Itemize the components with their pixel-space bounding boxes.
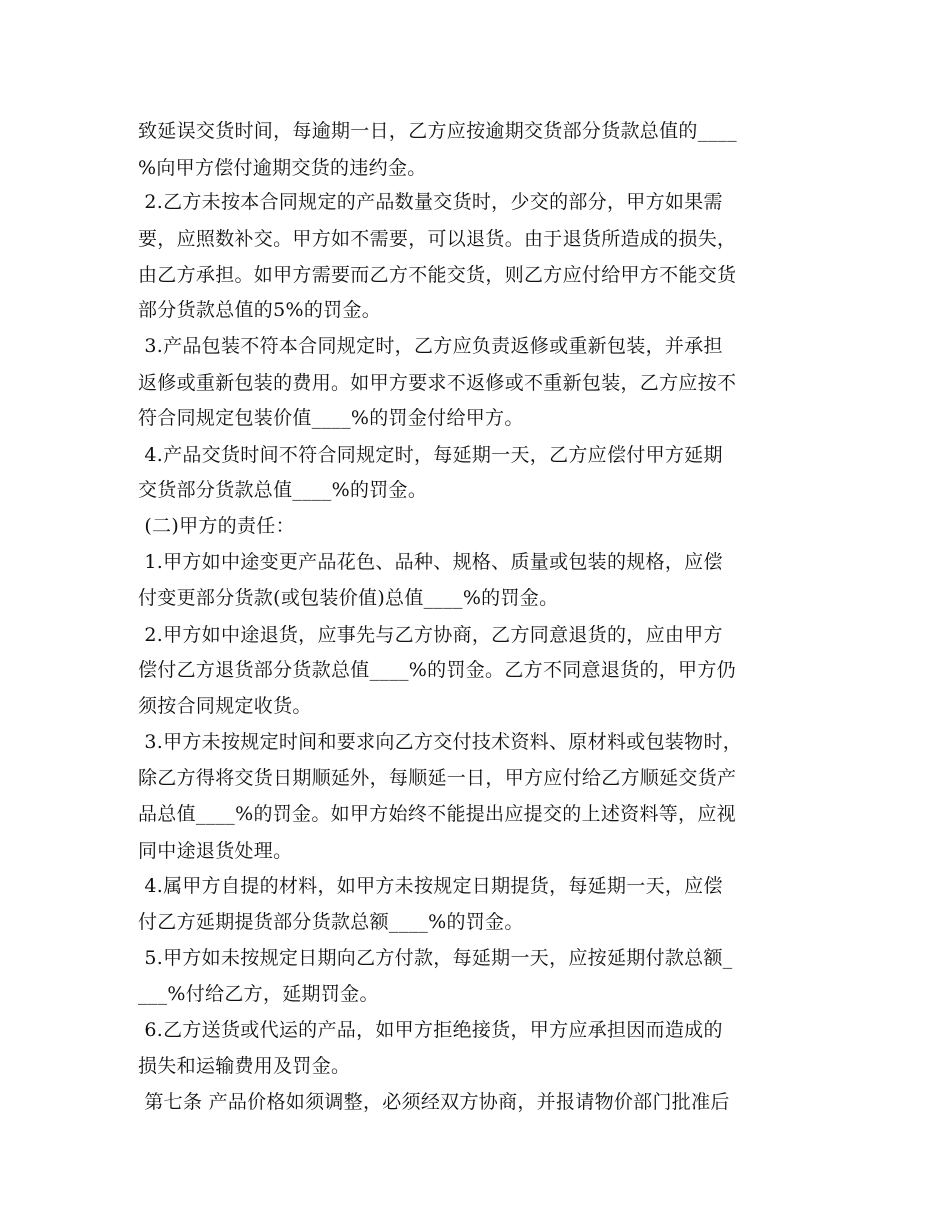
text-line: 4.属甲方自提的材料，如甲方未按规定日期提货，每延期一天，应偿 bbox=[138, 875, 723, 897]
text-line: 2.乙方未按本合同规定的产品数量交货时，少交的部分，甲方如果需 bbox=[138, 191, 723, 213]
text-line: 交货部分货款总值____%的罚金。 bbox=[138, 479, 428, 501]
text-line: 除乙方得将交货日期顺延外，每顺延一日，甲方应付给乙方顺延交货产 bbox=[138, 767, 737, 789]
text-line: 品总值____%的罚金。如甲方始终不能提出应提交的上述资料等，应视 bbox=[138, 803, 736, 825]
text-line: 3.甲方未按规定时间和要求向乙方交付技术资料、原材料或包装物时， bbox=[138, 731, 743, 753]
text-line: 损失和运输费用及罚金。 bbox=[138, 1055, 351, 1077]
text-line: ___%付给乙方，延期罚金。 bbox=[138, 983, 379, 1005]
article-heading-line: 第七条 产品价格如须调整，必须经双方协商，并报请物价部门批准后 bbox=[138, 1091, 730, 1113]
text-line: %向甲方偿付逾期交货的违约金。 bbox=[138, 157, 427, 179]
text-line: 付乙方延期提货部分货款总额____%的罚金。 bbox=[138, 911, 524, 933]
text-line: 部分货款总值的5%的罚金。 bbox=[138, 299, 382, 321]
section-heading: (二)甲方的责任： bbox=[138, 515, 295, 537]
text-line: 致延误交货时间，每逾期一日，乙方应按逾期交货部分货款总值的____ bbox=[138, 120, 737, 142]
text-line: 符合同规定包装价值____%的罚金付给甲方。 bbox=[138, 407, 524, 429]
text-line: 5.甲方如未按规定日期向乙方付款，每延期一天，应按延期付款总额_ bbox=[138, 947, 733, 969]
text-line: 返修或重新包装的费用。如甲方要求不返修或不重新包装，乙方应按不 bbox=[138, 372, 737, 394]
text-line: 1.甲方如中途变更产品花色、品种、规格、质量或包装的规格，应偿 bbox=[138, 551, 723, 573]
text-line: 6.乙方送货或代运的产品，如甲方拒绝接货，甲方应承担因而造成的 bbox=[138, 1019, 723, 1041]
text-line: 须按合同规定收货。 bbox=[138, 695, 312, 717]
text-line: 由乙方承担。如甲方需要而乙方不能交货，则乙方应付给甲方不能交货 bbox=[138, 264, 737, 286]
text-line: 要，应照数补交。甲方如不需要，可以退货。由于退货所造成的损失， bbox=[138, 228, 737, 250]
text-line: 同中途退货处理。 bbox=[138, 840, 293, 862]
text-line: 4.产品交货时间不符合同规定时，每延期一天，乙方应偿付甲方延期 bbox=[138, 444, 723, 466]
text-line: 偿付乙方退货部分货款总值____%的罚金。乙方不同意退货的，甲方仍 bbox=[138, 659, 736, 681]
text-line: 付变更部分货款(或包装价值)总值____%的罚金。 bbox=[138, 587, 559, 609]
text-line: 3.产品包装不符本合同规定时，乙方应负责返修或重新包装，并承担 bbox=[138, 335, 723, 357]
text-line: 2.甲方如中途退货，应事先与乙方协商，乙方同意退货的，应由甲方 bbox=[138, 624, 723, 646]
